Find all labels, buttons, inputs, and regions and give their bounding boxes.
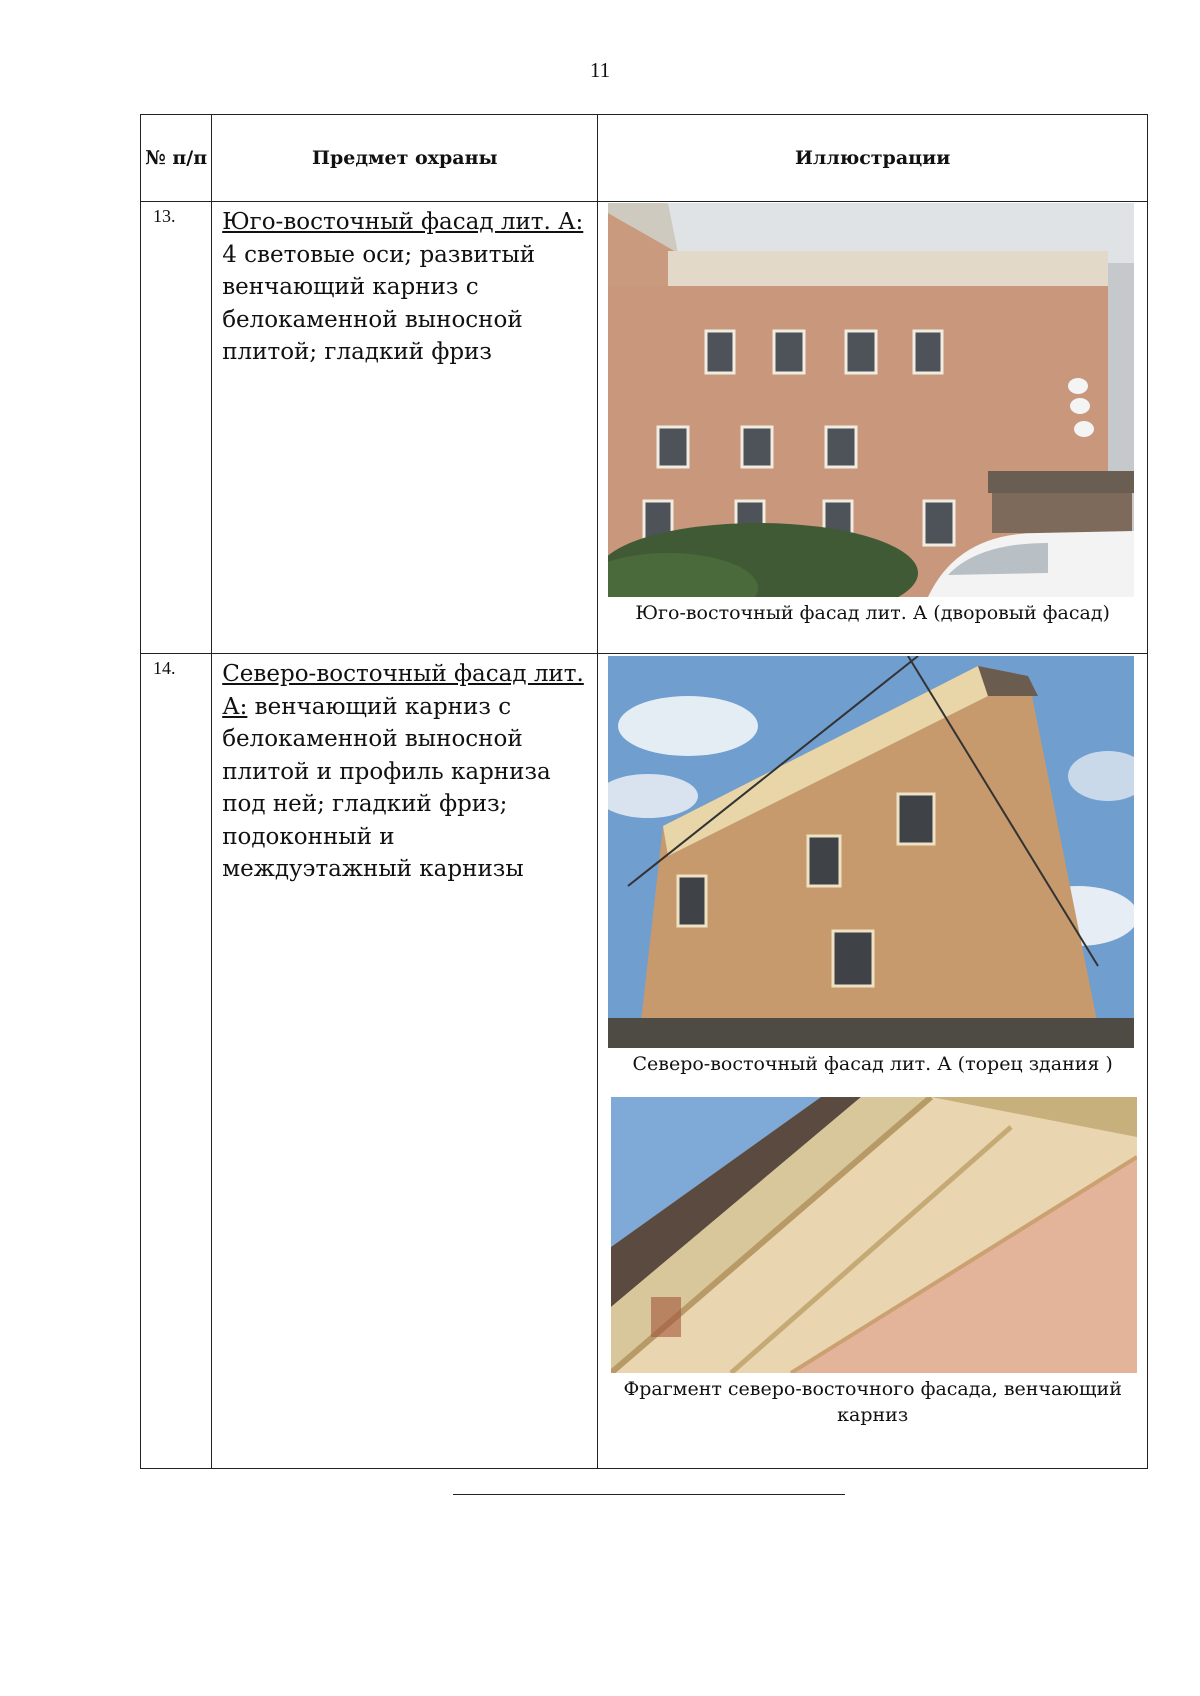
photo-caption: Фрагмент северо-восточного фасада, венчающий карниз — [623, 1378, 1122, 1426]
subject-description: венчающий карниз с белокаменной выносной плитой и профиль карниза под ней; гладкий фриз; подоконный и междуэтажный карнизы — [222, 693, 551, 882]
row-number: 13. — [141, 202, 212, 654]
photo-courtyard-facade — [608, 203, 1134, 597]
photo-caption: Юго-восточный фасад лит. А (дворовый фасад) — [635, 602, 1110, 624]
subject-cell — [212, 654, 598, 1469]
footer-separator-line — [453, 1494, 845, 1495]
subject-cell — [212, 202, 598, 654]
subject-title: Северо-восточный фасад лит. А: — [222, 661, 584, 720]
row-number: 14. — [141, 654, 212, 1469]
photo-courtyard-facade-image — [608, 203, 1134, 597]
table-row — [141, 202, 1148, 654]
photo-end-facade — [608, 656, 1134, 1048]
table-header-row — [141, 115, 1148, 202]
photo-caption: Северо-восточный фасад лит. А (торец здания ) — [632, 1053, 1113, 1075]
photo-cornice-fragment-image — [611, 1097, 1137, 1373]
illustration-cell — [598, 654, 1148, 1469]
subject-description: 4 световые оси; развитый венчающий карниз с белокаменной выносной плитой; гладкий фриз — [222, 241, 536, 365]
table-row — [141, 654, 1148, 1469]
protection-table — [140, 114, 1148, 1469]
illustration-cell — [598, 202, 1148, 654]
photo-end-facade-image — [608, 656, 1134, 1048]
header-num: № п/п — [141, 115, 212, 202]
subject-title: Юго-восточный фасад лит. А: — [222, 209, 584, 235]
header-illustrations: Иллюстрации — [598, 115, 1148, 202]
page-number: 11 — [589, 58, 611, 82]
photo-cornice-fragment — [611, 1097, 1137, 1373]
header-subject: Предмет охраны — [212, 115, 598, 202]
